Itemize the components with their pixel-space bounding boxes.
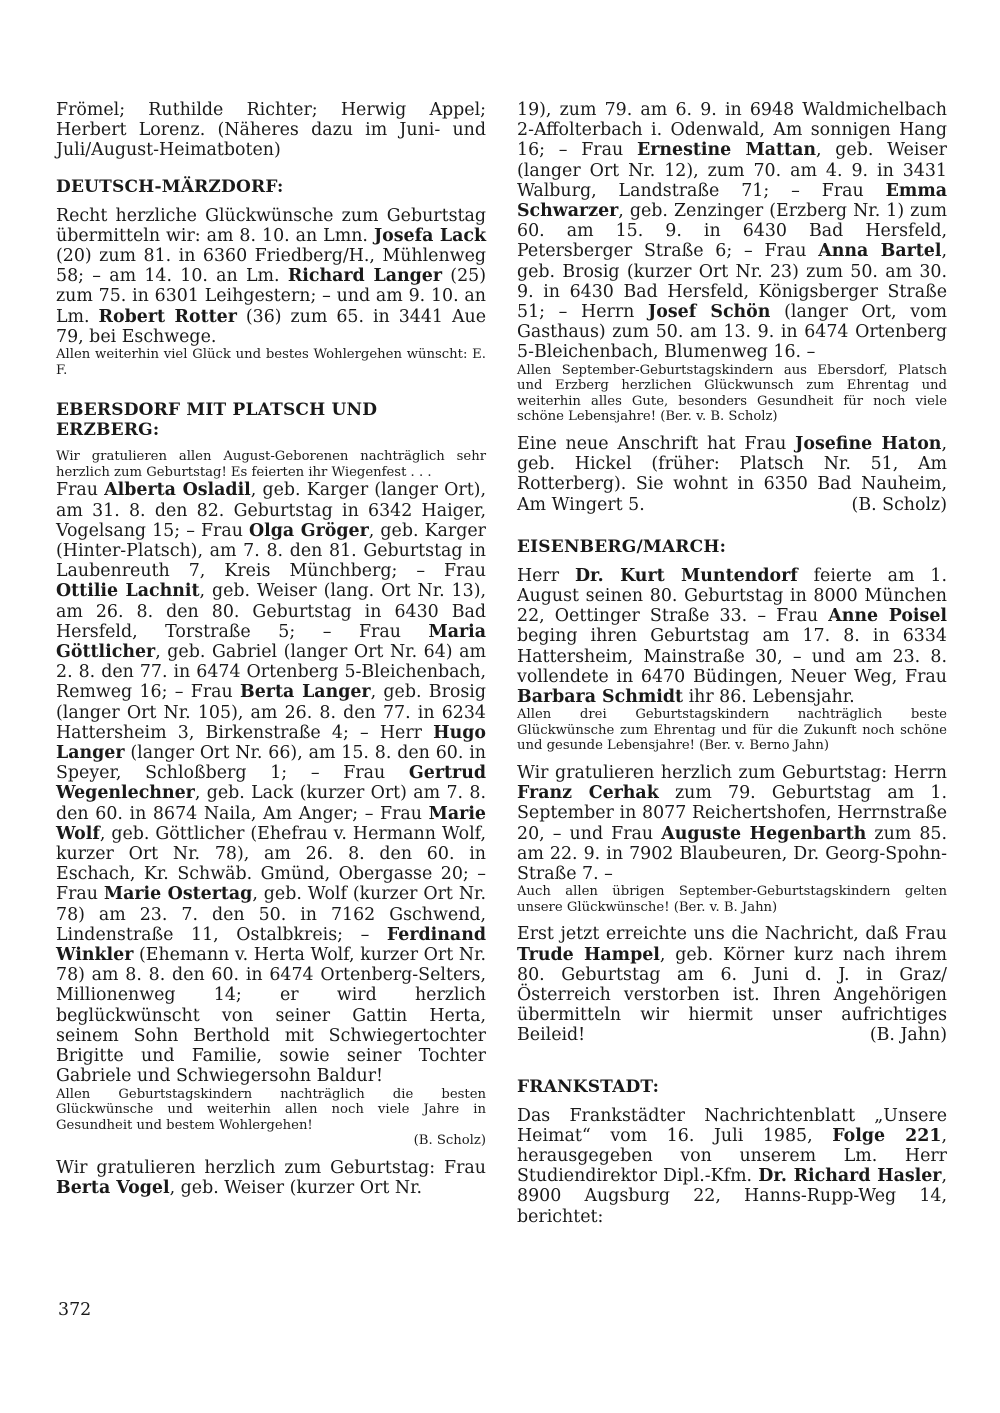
- note-gratulieren: Auch allen übrigen September-Geburtstagskindern gelten unsere Glückwünsche! (Ber. v. B. Jahn): [517, 884, 947, 915]
- page-number: 372: [58, 1300, 92, 1320]
- paragraph-gratulieren: Wir gratulieren herzlich zum Geburtstag: Herrn Franz Cerhak zum 79. Geburtstag am 1. September in 8077 Reichertshofen, Herrnstraße 20, – und Frau Auguste Hegenbarth zum 85. am 22. 9. in 7902 Blaubeuren, Dr. Georg-Spohn-Straße 7. –: [517, 763, 948, 885]
- note-september: Allen September-Geburtstagskindern aus Ebersdorf, Platsch und Erzberg herzlichen Glückwunsch zum Ehrentag und weiterhin alles Gute, besonders Gesundheit für noch viele schöne Lebensjahre! (Ber. v. B. Scholz): [517, 362, 947, 425]
- right-column: [517, 100, 947, 1227]
- heading-frankstadt: FRANKSTADT:: [517, 1076, 660, 1097]
- signature-jahn: (B. Jahn): [869, 1025, 947, 1046]
- paragraph-berta-vogel: Wir gratulieren herzlich zum Geburtstag: Frau Berta Vogel, geb. Weiser (kurzer Ort Nr.: [56, 1157, 486, 1199]
- note-ebersdorf-end: Allen Geburtstagskindern nachträglich die besten Glückwünsche und weiterhin allen noch viele Jahre in Gesundheit und bestem Wohlergehen! (B. Scholz): [56, 1086, 486, 1149]
- heading-ebersdorf: EBERSDORF MIT PLATSCH UND ERZBERG:: [56, 400, 378, 441]
- paragraph-frankstadt: Das Frankstädter Nachrichtenblatt „Unsere Heimat“ vom 16. Juli 1985, Folge 221, herausgegeben von unserem Lm. Herr Studiendirektor Dipl.-Kfm. Dr. Richard Hasler, 8900 Augsburg 22, Hanns-Rupp-Weg 14, berichtet:: [517, 1105, 948, 1227]
- paragraph-eisenberg: Herr Dr. Kurt Muntendorf feierte am 1. August seinen 80. Geburtstag in 8000 München 22, Oettinger Straße 33. – Frau Anne Poisel beging ihren Geburtstag am 17. 8. in 6334 Hattersheim, Mainstraße 30, – und am 23. 8. vollendete in 6470 Büdingen, Neuer Weg, Frau Barbara Schmidt ihr 86. Lebensjahr.: [517, 565, 947, 708]
- signature-scholz-2: (B. Scholz): [851, 494, 947, 515]
- note-eisenberg: Allen drei Geburtstagskindern nachträglich beste Glückwünsche zum Ehrentag und für die Zukunft noch schöne und gesunde Lebensjahre! (Ber. v. Berno Jahn): [517, 707, 947, 754]
- paragraph-continued: 19), zum 79. am 6. 9. in 6948 Waldmichelbach 2-Affolterbach i. Odenwald, Am sonnigen Hang 16; – Frau Ernestine Mattan, geb. Weiser (langer Ort Nr. 12), zum 70. am 4. 9. in 3431 Walburg, Landstraße 71; – Frau Emma Schwarzer, geb. Zenzinger (Erzberg Nr. 1) zum 60. am 15. 9. in 6430 Bad Hersfeld, Petersberger Straße 6; – Frau Anna Bartel, geb. Brosig (kurzer Ort Nr. 23) zum 50. am 30. 9. in 6430 Bad Hersfeld, Königsberger Straße 51; – Herrn Josef Schön (langer Ort, vom Gasthaus) zum 50. am 13. 9. in 6474 Ortenberg 5-Bleichenbach, Blumenweg 16. –: [517, 100, 948, 363]
- paragraph-nachricht: Erst jetzt erreichte uns die Nachricht, daß Frau Trude Hampel, geb. Körner kurz nach ihrem 80. Geburtstag am 6. Juni d. J. in Graz/Österreich verstorben ist. Ihren Angehörigen übermitteln wir hiermit unser aufrichtiges Beileid! (B. Jahn): [517, 924, 947, 1046]
- signature-scholz: (B. Scholz): [413, 1133, 486, 1149]
- paragraph-ebersdorf: Frau Alberta Osladil, geb. Karger (langer Ort), am 31. 8. den 82. Geburtstag in 6342 Haiger, Vogelsang 15; – Frau Olga Gröger, geb. Karger (Hinter-Platsch), am 7. 8. den 81. Geburtstag in Laubenreuth 7, Kreis Münchberg; – Frau Ottilie Lachnit, geb. Weiser (lang. Ort Nr. 13), am 26. 8. den 80. Geburtstag in 6430 Bad Hersfeld, Torstraße 5; – Frau Maria Göttlicher, geb. Gabriel (langer Ort Nr. 64) am 2. 8. den 77. in 6474 Ortenberg 5-Bleichenbach, Remweg 16; – Frau Berta Langer, geb. Brosig (langer Ort Nr. 105), am 26. 8. den 77. in 6234 Hattersheim 3, Birkenstraße 4; – Herr Hugo Langer (langer Ort Nr. 66), am 15. 8. den 60. in Speyer, Schloßberg 1; – Frau Gertrud Wegenlechner, geb. Lack (kurzer Ort) am 7. 8. den 60. in 8674 Naila, Am Anger; – Frau Marie Wolf, geb. Göttlicher (Ehefrau v. Hermann Wolf, kurzer Ort Nr. 78), am 26. 8. den 60. in Eschach, Kr. Schwäb. Gmünd, Obergasse 20; – Frau Marie Ostertag, geb. Wolf (kurzer Ort Nr. 78) am 23. 7. den 50. in 7162 Gschwend, Lindenstraße 11, Ostalbkreis; – Ferdinand Winkler (Ehemann v. Herta Wolf, kurzer Ort Nr. 78) am 8. 8. den 60. in 6474 Ortenberg-Selters, Millionenweg 14; er wird herzlich beglückwünscht von seiner Gattin Herta, seinem Sohn Berthold mit Schwiegertochter Brigitte und Familie, sowie seiner Tochter Gabriele und Schwiegersohn Baldur!: [56, 480, 487, 1087]
- heading-deutsch-maerzdorf: DEUTSCH-MÄRZDORF:: [56, 176, 284, 197]
- paragraph-deutsch-maerzdorf: Recht herzliche Glückwünsche zum Geburtstag übermitteln wir: am 8. 10. an Lmn. Josefa Lack (20) zum 81. in 6360 Friedberg/H., Mühlenweg 58; – am 14. 10. an Lm. Richard Langer (25) zum 75. in 6301 Leihgestern; – und am 9. 10. an Lm. Robert Rotter (36) zum 65. in 3441 Aue 79, bei Eschwege.: [56, 205, 487, 347]
- heading-eisenberg: EISENBERG/MARCH:: [517, 536, 727, 557]
- paragraph-intro: Frömel; Ruthilde Richter; Herwig Appel; Herbert Lorenz. (Näheres dazu im Juni- und Juli/August-Heimatboten): [56, 100, 486, 161]
- note-ebersdorf-intro: Wir gratulieren allen August-Geborenen nachträglich sehr herzlich zum Geburtstag! Es feierten ihr Wiegenfest . . .: [56, 449, 486, 480]
- paragraph-anschrift: Eine neue Anschrift hat Frau Josefine Haton, geb. Hickel (früher: Platsch Nr. 51, Am Rotterberg). Sie wohnt in 6350 Bad Nauheim, Am Wingert 5. (B. Scholz): [517, 434, 947, 515]
- left-column: [56, 100, 486, 1198]
- note-deutsch-maerzdorf: Allen weiterhin viel Glück und bestes Wohlergehen wünscht: E. F.: [56, 347, 486, 378]
